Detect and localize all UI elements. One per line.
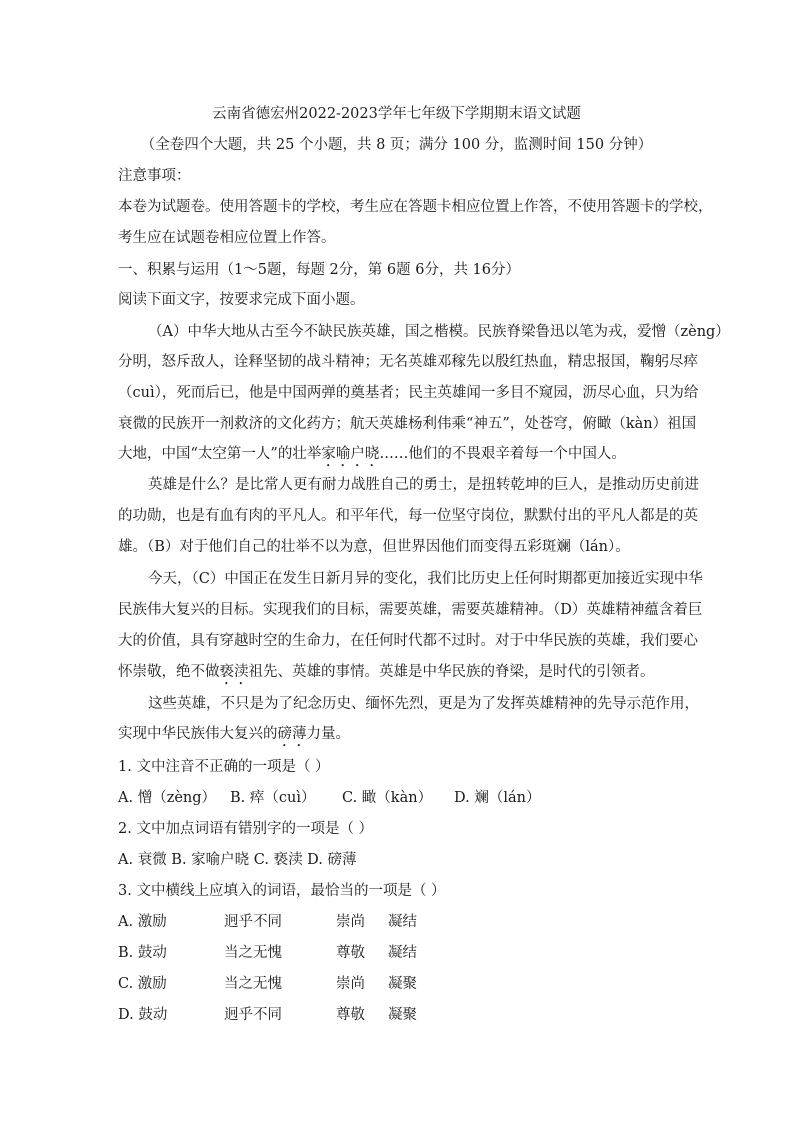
passage-text: 祖先、英雄的事情。英雄是中华民族的脊梁，是时代的引领者。 [248,664,655,680]
row-cell: 尊敬 [336,945,365,961]
passage-p3-line-3: 大的价值，具有穿越时空的生命力，在任何时代都不过时。对于中华民族的英雄，我们要心 [118,633,698,649]
question-1-options [118,788,540,808]
passage-p2-line-2: 的功勋，也是有血有肉的平凡人。和平年代，每一位坚守岗位，默默付出的平凡人都是的英 [118,508,698,524]
passage-text: 实现中华民族伟大复兴的 [118,726,278,742]
row-cell: 当之无愧 [224,976,282,992]
row-cell: B. 鼓动 [118,945,167,961]
option-c: C. 瞰（kàn） [342,790,433,806]
row-cell: 迥乎不同 [224,914,282,930]
dotted-word-xiedu: 亵渎 [219,664,249,680]
notice-heading: 注意事项： [118,168,191,184]
passage-p4-line-1: 这些英雄，不只是为了纪念历史、缅怀先烈，更是为了发挥英雄精神的先导示范作用， [148,696,699,712]
passage-text: 大地，中国“太空第一人”的壮举 [118,446,322,462]
question-2-options: A. 衰微 B. 家喻户晓 C. 亵渎 D. 磅薄 [118,852,357,868]
row-cell: 凝结 [388,945,417,961]
option-b: B. 瘁（cuì） [230,790,316,806]
row-cell: 凝聚 [388,1007,417,1023]
section-1-instruction: 阅读下面文字，按要求完成下面小题。 [118,292,365,308]
question-3-row-c [118,974,417,994]
question-3-row-d [118,1005,417,1025]
row-cell: 凝结 [388,914,417,930]
row-cell: C. 激励 [118,976,167,992]
passage-text: ……他们的不畏艰辛着每一个中国人。 [379,446,626,462]
dotted-word-bangbo: 磅薄 [277,726,307,742]
passage-p3-line-2: 民族伟大复兴的目标。实现我们的目标，需要英雄，需要英雄精神。（D）英雄精神蕴含着巨 [118,602,703,618]
row-cell: 当之无愧 [224,945,282,961]
passage-p2-line-1: 英雄是什么？是比常人更有耐力战胜自己的勇士，是扭转乾坤的巨人，是推动历史前进 [148,477,699,493]
exam-subtitle: （全卷四个大题，共 25 个小题，共 8 页；满分 100 分，监测时间 150 分钟） [140,137,653,153]
question-2-stem: 2. 文中加点词语有错别字的一项是（ ） [118,821,374,837]
question-3-row-a [118,912,417,932]
passage-p1-line-4: 衰微的民族开一剂救济的文化药方；航天英雄杨利伟乘“神五”，处苍穹，俯瞰（kàn）祖国 [118,416,697,432]
passage-p1-line-3: （cuì），死而后已，他是中国两弹的奠基者；民主英雄闻一多目不窥园，沥尽心血，只为给 [118,385,699,401]
option-d: D. 斓（lán） [454,790,541,806]
passage-p4-line-2 [118,724,350,750]
notice-line-2: 考生应在试题卷相应位置上作答。 [118,230,336,246]
question-3-stem: 3. 文中横线上应填入的词语，最恰当的一项是（ ） [118,883,446,899]
passage-text: 怀崇敬，绝不做 [118,664,220,680]
notice-line-1: 本卷为试题卷。使用答题卡的学校，考生应在答题卡相应位置上作答，不使用答题卡的学校， [118,199,713,215]
passage-p3-line-1: 今天，（C）中国正在发生日新月异的变化，我们比历史上任何时期都更加接近实现中华 [148,571,703,587]
passage-p3-line-4 [118,662,655,688]
row-cell: 凝聚 [388,976,417,992]
row-cell: D. 鼓动 [118,1007,168,1023]
row-cell: A. 激励 [118,914,167,930]
question-3-row-b [118,943,417,963]
row-cell: 崇尚 [336,914,365,930]
row-cell: 崇尚 [336,976,365,992]
passage-p1-line-1: （A）中华大地从古至今不缺民族英雄，国之楷模。民族脊梁鲁迅以笔为戎，爱憎（zèng） [148,324,730,340]
question-1-stem: 1. 文中注音不正确的一项是（ ） [118,759,330,775]
passage-p1-line-5 [118,444,626,470]
option-a: A. 憎（zèng） [118,790,217,806]
dotted-word-jiayuhuxiao: 家喻户晓 [321,446,380,462]
passage-text: 力量。 [306,726,350,742]
section-1-heading: 一、积累与运用（1～5题，每题 2分，第 6题 6分，共 16分） [118,262,521,278]
row-cell: 尊敬 [336,1007,365,1023]
exam-title: 云南省德宏州2022-2023学年七年级下学期期末语文试题 [212,106,581,122]
passage-p1-line-2: 分明，怒斥敌人，诠释坚韧的战斗精神；无名英雄邓稼先以殷红热血，精忠报国，鞠躬尽瘁 [118,354,698,370]
row-cell: 迥乎不同 [224,1007,282,1023]
passage-p2-line-3: 雄。（B）对于他们自己的壮举不以为意，但世界因他们而变得五彩斑斓（lán）。 [118,539,630,555]
